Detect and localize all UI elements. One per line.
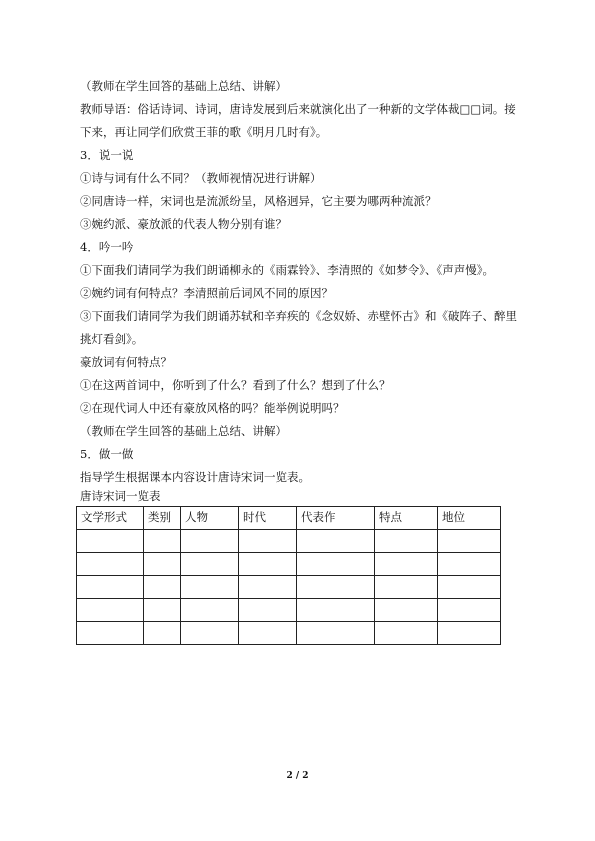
paragraph-line: ③婉约派、豪放派的代表人物分别有谁？ xyxy=(80,217,287,231)
table-cell[interactable] xyxy=(144,530,181,553)
table-cell[interactable] xyxy=(144,576,181,599)
table-cell[interactable] xyxy=(438,576,501,599)
table-cell[interactable] xyxy=(438,622,501,645)
table-header-row xyxy=(77,507,501,530)
poetry-overview-table xyxy=(76,506,501,645)
table-cell[interactable] xyxy=(181,622,239,645)
table-cell[interactable] xyxy=(181,553,239,576)
section-heading: 4．吟一吟 xyxy=(80,240,134,254)
table-cell[interactable] xyxy=(181,530,239,553)
paragraph-line: （教师在学生回答的基础上总结、讲解） xyxy=(80,79,287,93)
table-header-cell: 类别 xyxy=(144,507,181,530)
table-cell[interactable] xyxy=(297,553,375,576)
table-row xyxy=(77,576,501,599)
table-cell[interactable] xyxy=(438,599,501,622)
table-cell[interactable] xyxy=(239,530,297,553)
table-cell[interactable] xyxy=(239,622,297,645)
table-cell[interactable] xyxy=(375,530,438,553)
paragraph-line: 指导学生根据课本内容设计唐诗宋词一览表。 xyxy=(80,470,310,484)
section-heading: 5．做一做 xyxy=(80,447,134,461)
paragraph-line: ③下面我们请同学为我们朗诵苏轼和辛弃疾的《念奴娇、赤壁怀古》和《破阵子、醉里 xyxy=(80,309,517,323)
table-cell[interactable] xyxy=(239,576,297,599)
table-header-cell: 地位 xyxy=(438,507,501,530)
table-header-cell: 时代 xyxy=(239,507,297,530)
table-row xyxy=(77,553,501,576)
table-cell[interactable] xyxy=(438,553,501,576)
table-cell[interactable] xyxy=(375,553,438,576)
table-cell[interactable] xyxy=(375,576,438,599)
table-cell[interactable] xyxy=(297,576,375,599)
table-cell[interactable] xyxy=(77,599,144,622)
table-cell[interactable] xyxy=(181,576,239,599)
table-cell[interactable] xyxy=(77,622,144,645)
table-cell[interactable] xyxy=(144,622,181,645)
table-cell[interactable] xyxy=(297,622,375,645)
table-header-cell: 文学形式 xyxy=(77,507,144,530)
table-cell[interactable] xyxy=(297,530,375,553)
table-row xyxy=(77,599,501,622)
paragraph-line: 教师导语：俗话诗词、诗词，唐诗发展到后来就演化出了一种新的文学体裁□□词。接 xyxy=(80,102,516,116)
paragraph-line: 豪放词有何特点？ xyxy=(80,355,172,369)
table-cell[interactable] xyxy=(239,553,297,576)
table-header-cell: 特点 xyxy=(375,507,438,530)
paragraph-line: ②同唐诗一样，宋词也是流派纷呈，风格迥异，它主要为哪两种流派？ xyxy=(80,194,437,208)
table-row xyxy=(77,530,501,553)
table-cell[interactable] xyxy=(144,599,181,622)
table-cell[interactable] xyxy=(77,530,144,553)
table-cell[interactable] xyxy=(438,530,501,553)
paragraph-line: ①下面我们请同学为我们朗诵柳永的《雨霖铃》、李清照的《如梦令》、《声声慢》。 xyxy=(80,263,494,277)
table-cell[interactable] xyxy=(77,553,144,576)
table-cell[interactable] xyxy=(297,599,375,622)
table-cell[interactable] xyxy=(375,622,438,645)
paragraph-line: ①诗与词有什么不同？（教师视情况进行讲解） xyxy=(80,171,322,185)
paragraph-line: ②在现代词人中还有豪放风格的吗？能举例说明吗？ xyxy=(80,401,345,415)
section-heading: 3．说一说 xyxy=(80,148,134,162)
table-cell[interactable] xyxy=(77,576,144,599)
table-cell[interactable] xyxy=(144,553,181,576)
table-cell[interactable] xyxy=(375,599,438,622)
table-header-cell: 代表作 xyxy=(297,507,375,530)
table-header-cell: 人物 xyxy=(181,507,239,530)
paragraph-line: ①在这两首词中，你听到了什么？看到了什么？想到了什么？ xyxy=(80,378,391,392)
paragraph-line: （教师在学生回答的基础上总结、讲解） xyxy=(80,424,287,438)
table-row xyxy=(77,622,501,645)
table-cell[interactable] xyxy=(181,599,239,622)
table-cell[interactable] xyxy=(239,599,297,622)
paragraph-line: ②婉约词有何特点？李清照前后词风不同的原因？ xyxy=(80,286,333,300)
paragraph-line: 下来，再让同学们欣赏王菲的歌《明月几时有》。 xyxy=(80,125,328,139)
table-title: 唐诗宋词一览表 xyxy=(80,489,161,503)
page-number: 2 / 2 xyxy=(286,771,309,781)
paragraph-line: 挑灯看剑》。 xyxy=(80,332,144,346)
